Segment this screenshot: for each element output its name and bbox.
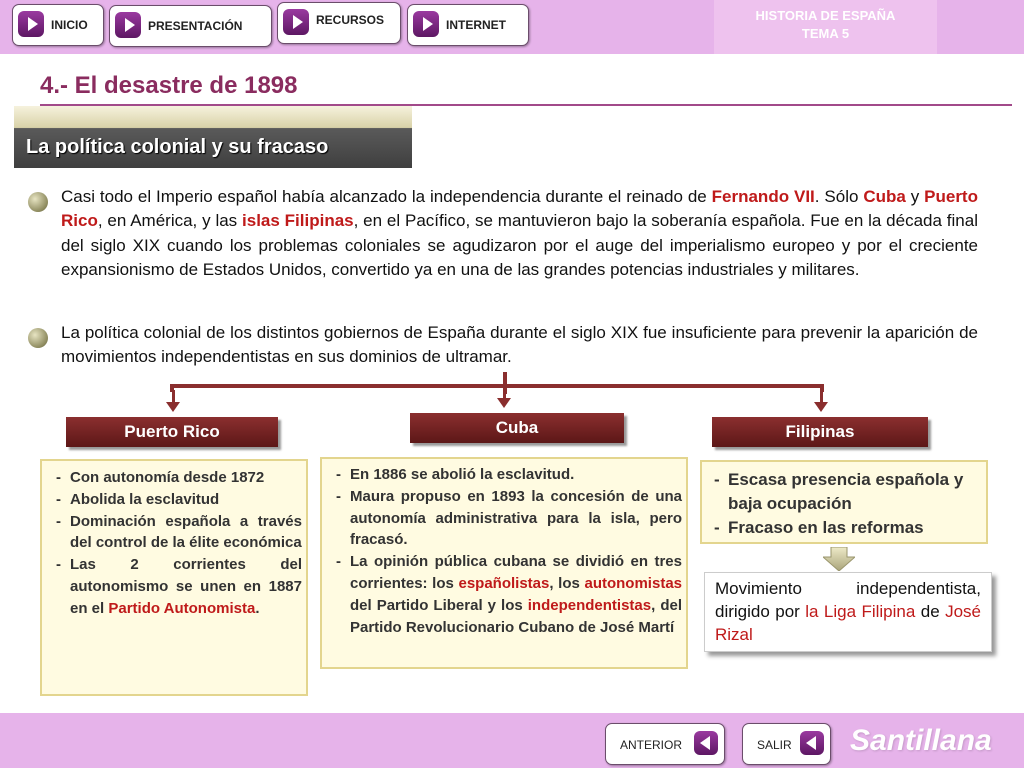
partido-autonomista: Partido Autonomista xyxy=(108,599,256,617)
list-item xyxy=(334,551,682,638)
list-item xyxy=(54,554,302,619)
play-arrow-icon xyxy=(413,11,439,37)
salir-label: SALIR xyxy=(757,738,792,752)
p1-text: Casi todo el Imperio español había alcanzado la independencia durante el reinado de xyxy=(61,187,712,206)
result-text: Movimiento independentista, dirigido por xyxy=(715,579,981,621)
section-heading: La política colonial y su fracaso xyxy=(26,136,329,158)
nav-recursos-label: RECURSOS xyxy=(316,13,385,27)
list-item-text: Las 2 corrientes del autonomismo se unen en 1887 en el xyxy=(70,556,302,617)
p1-filipinas: islas Filipinas xyxy=(242,211,354,231)
course-unit: TEMA 5 xyxy=(801,26,850,41)
category-cuba: Cuba xyxy=(410,413,624,443)
bullet-icon xyxy=(28,328,48,348)
play-arrow-icon xyxy=(18,11,44,37)
liga-filipina: la Liga Filipina xyxy=(805,602,916,621)
brand-logo: Santillana xyxy=(850,724,992,757)
paragraph-1 xyxy=(61,185,978,282)
arrow-down-icon xyxy=(166,402,180,412)
p1-cuba: Cuba xyxy=(863,187,906,206)
list-item: - Con autonomía desde 1872 xyxy=(54,467,302,489)
anterior-label: ANTERIOR xyxy=(620,738,683,752)
connector-bar xyxy=(170,384,824,392)
anterior-button[interactable] xyxy=(605,723,725,765)
bullet-icon xyxy=(28,192,48,212)
result-text: de xyxy=(915,602,946,621)
list-item-text: La opinión pública cubana se dividió en tres corrientes: los xyxy=(350,553,682,592)
course-title: HISTORIA DE ESPAÑA xyxy=(755,8,896,23)
back-arrow-icon xyxy=(800,731,824,755)
list-item: - Dominación española a través del control de la élite económica xyxy=(54,511,302,555)
nav-recursos-button[interactable] xyxy=(277,2,401,44)
nav-inicio-button[interactable] xyxy=(12,4,104,46)
p1-text: y xyxy=(905,187,925,206)
filipinas-result-box xyxy=(704,572,992,652)
category-puerto-rico: Puerto Rico xyxy=(66,417,278,447)
independentistas: independentistas xyxy=(527,596,652,614)
p1-text: , en América, y las xyxy=(97,211,243,231)
page-title: 4.- El desastre de 1898 xyxy=(40,72,298,99)
p1-fernando: Fernando VII xyxy=(711,187,815,206)
list-item-text: , del Partido Revolucionario Cubano de José Martí xyxy=(350,596,682,636)
arrow-down-icon xyxy=(823,547,855,571)
list-item-text: del Partido Liberal y los xyxy=(350,596,528,614)
list-item: - Maura propuso en 1893 la concesión de una autonomía administrativa para la isla, pero fracasó. xyxy=(334,486,682,551)
puerto-rico-box xyxy=(40,459,308,696)
arrow-down-icon xyxy=(497,398,511,408)
list-item: - Fracaso en las reformas xyxy=(712,516,982,540)
nav-internet-button[interactable] xyxy=(407,4,529,46)
nav-presentacion-button[interactable] xyxy=(109,5,272,47)
list-item-text: , los xyxy=(549,574,585,592)
list-item-text: . xyxy=(255,599,260,617)
section-heading-banner xyxy=(14,106,412,168)
p1-text: . Sólo xyxy=(814,187,864,206)
salir-button[interactable] xyxy=(742,723,831,765)
list-item: - Escasa presencia española y baja ocupación xyxy=(712,468,982,516)
espanolistas: españolistas xyxy=(458,574,550,592)
filipinas-box xyxy=(700,460,988,544)
arrow-down-icon xyxy=(814,402,828,412)
category-filipinas: Filipinas xyxy=(712,417,928,447)
p1-text: , en el Pacífico, se mantuvieron bajo la soberanía española. Fue en la década final del siglo XIX cuando los problemas coloniales se agudizaron por el auge del imperialismo europeo y por el creciente expansionismo de Estados Unidos, convertido ya en una de las grandes potencias industriales y militares. xyxy=(61,211,978,279)
play-arrow-icon xyxy=(283,9,309,35)
list-item: - En 1886 se abolió la esclavitud. xyxy=(334,464,682,486)
list-item: - Abolida la esclavitud xyxy=(54,489,302,511)
nav-inicio-label: INICIO xyxy=(51,18,88,32)
nav-internet-label: INTERNET xyxy=(446,18,506,32)
back-arrow-icon xyxy=(694,731,718,755)
course-title-box xyxy=(714,0,937,54)
autonomistas: autonomistas xyxy=(584,574,682,592)
nav-presentacion-label: PRESENTACIÓN xyxy=(148,19,243,33)
p1-puerto-rico: Puerto Rico xyxy=(61,187,978,231)
play-arrow-icon xyxy=(115,12,141,38)
jose-rizal: José Rizal xyxy=(715,602,981,644)
paragraph-2: La política colonial de los distintos gobiernos de España durante el siglo XIX fue insuficiente para prevenir la aparición de movimientos independentistas en sus dominios de ultramar. xyxy=(61,323,978,367)
cuba-box xyxy=(320,457,688,669)
